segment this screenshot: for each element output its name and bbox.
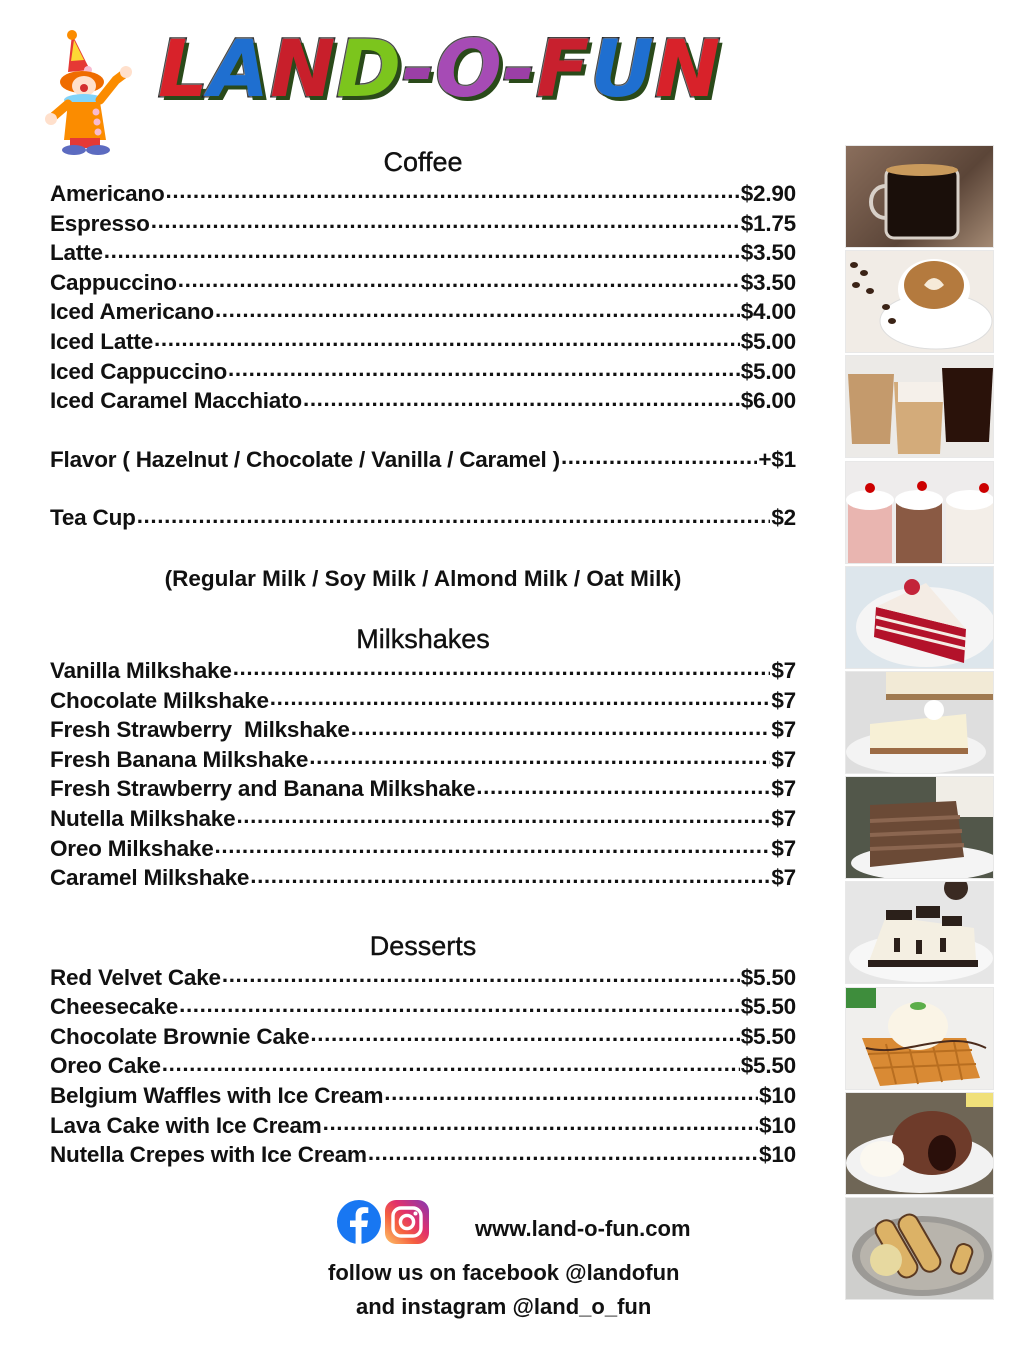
dot-leader: [151, 211, 740, 231]
menu-item: [50, 1140, 796, 1170]
coffee-section: [50, 145, 796, 594]
photo-iced-coffee: [846, 356, 993, 457]
menu-item: [50, 804, 796, 834]
logo-letter: L: [158, 25, 209, 115]
photo-nutella-crepes: [846, 1198, 993, 1299]
item-name: Chocolate Brownie Cake: [50, 1023, 310, 1049]
logo-letter: A: [208, 25, 271, 115]
photo-black-coffee: [846, 146, 993, 247]
item-name: Nutella Crepes with Ice Cream: [50, 1142, 367, 1168]
item-price: $3.50: [740, 269, 796, 295]
logo-letter: O: [435, 25, 503, 115]
menu-item: [50, 834, 796, 864]
item-price: $2.90: [740, 181, 796, 206]
milk-options-note: (Regular Milk / Soy Milk / Almond Milk / Oat Milk): [164, 565, 682, 591]
dot-leader: [137, 505, 771, 525]
section-title-coffee: Coffee: [383, 147, 463, 177]
photo-cheesecake: [846, 672, 993, 773]
menu-item: [50, 1111, 796, 1141]
item-name: Nutella Milkshake: [50, 805, 236, 831]
item-price: $7: [771, 865, 796, 891]
follow-facebook-text: follow us on facebook @landofun: [328, 1260, 680, 1285]
item-price: $6.00: [740, 388, 796, 414]
logo-letter: U: [590, 25, 655, 115]
menu-item: [50, 715, 796, 745]
item-price: $7: [771, 776, 796, 802]
dot-leader: [368, 1142, 758, 1162]
item-name: Iced Caramel Macchiato: [50, 388, 302, 414]
photo-chocolate-cake: [846, 777, 993, 878]
item-price: $2: [771, 505, 796, 531]
menu-item: [50, 1081, 796, 1111]
item-price: $1.75: [740, 210, 796, 236]
logo-letter: N: [270, 25, 337, 115]
menu-item: [50, 327, 796, 357]
dot-leader: [228, 359, 740, 379]
desserts-section: [50, 929, 796, 1170]
item-name: Tea Cup: [50, 505, 136, 531]
dot-leader: [178, 270, 740, 290]
follow-instagram-text: and instagram @land_o_fun: [356, 1294, 652, 1319]
item-price: $10: [759, 1142, 796, 1168]
menu-item: [50, 357, 796, 387]
menu-item: [50, 963, 796, 993]
item-name: Oreo Milkshake: [50, 835, 214, 861]
item-price: $10: [759, 1112, 796, 1138]
item-name: Chocolate Milkshake: [50, 687, 269, 713]
dot-leader: [162, 1053, 740, 1073]
item-price: $7: [771, 835, 796, 861]
menu-item: [50, 1051, 796, 1081]
menu-item: [50, 238, 796, 268]
logo-letter: N: [654, 25, 722, 115]
section-title-desserts: Desserts: [369, 930, 477, 961]
menu-item: [50, 268, 796, 298]
item-price: +$1: [758, 446, 796, 472]
item-name: Iced Americano: [50, 299, 214, 325]
photo-belgian-waffle: [846, 988, 993, 1089]
dot-leader: [303, 388, 740, 408]
photo-column: [846, 146, 993, 1303]
item-name: Caramel Milkshake: [50, 865, 250, 891]
dot-leader: [351, 717, 771, 737]
dot-leader: [270, 688, 771, 708]
menu-item: [50, 686, 796, 716]
dot-leader: [215, 836, 771, 856]
item-name: Lava Cake with Ice Cream: [50, 1112, 322, 1138]
dot-leader: [310, 1024, 739, 1044]
facebook-icon[interactable]: [337, 1200, 381, 1244]
logo-letter: D: [336, 25, 403, 115]
dot-leader: [309, 747, 770, 767]
item-price: $5.00: [740, 328, 796, 354]
item-price: $5.50: [740, 964, 796, 990]
menu: [50, 145, 796, 1170]
menu-item: [50, 1022, 796, 1052]
photo-red-velvet-cake: [846, 567, 993, 668]
dot-leader: [561, 447, 757, 467]
flavor-addon: [50, 445, 796, 475]
item-name: Fresh Strawberry and Banana Milkshake: [50, 776, 476, 802]
website-link[interactable]: www.land-o-fun.com: [475, 1216, 691, 1241]
item-price: $5.50: [740, 1023, 796, 1049]
item-name: Fresh Strawberry Milkshake: [50, 717, 350, 743]
logo-letter: -: [502, 25, 537, 115]
dot-leader: [476, 776, 770, 796]
item-name: Cheesecake: [50, 994, 179, 1020]
menu-item: [50, 774, 796, 804]
photo-oreo-cake: [846, 882, 993, 983]
clown-mascot-icon: [44, 30, 140, 156]
logo-text: [158, 24, 864, 116]
item-price: $5.00: [740, 358, 796, 384]
dot-leader: [250, 865, 770, 885]
dot-leader: [222, 965, 740, 985]
item-name: Oreo Cake: [50, 1053, 161, 1079]
item-price: $7: [771, 717, 796, 743]
menu-item: [50, 297, 796, 327]
dot-leader: [179, 994, 740, 1014]
item-price: $7: [771, 746, 796, 772]
item-name: Fresh Banana Milkshake: [50, 746, 309, 772]
milkshakes-section: [50, 622, 796, 893]
logo-letter: -: [402, 25, 436, 115]
menu-item: [50, 209, 796, 239]
photo-milkshakes: [846, 462, 993, 563]
item-name: Cappuccino: [50, 269, 177, 295]
social-icons: [337, 1200, 429, 1244]
dot-leader: [104, 240, 740, 260]
dot-leader: [384, 1083, 758, 1103]
menu-item: [50, 863, 796, 893]
item-price: $4.00: [740, 299, 796, 325]
brand-logo: [158, 24, 864, 116]
dot-leader: [236, 806, 770, 826]
item-price: $3.50: [740, 240, 796, 266]
item-price: $5.50: [740, 1053, 796, 1079]
menu-item: [50, 179, 796, 209]
dot-leader: [323, 1113, 758, 1133]
dot-leader: [166, 181, 740, 201]
photo-lava-cake: [846, 1093, 993, 1194]
item-name: Belgium Waffles with Ice Cream: [50, 1083, 384, 1109]
dot-leader: [233, 658, 771, 678]
item-name: Flavor ( Hazelnut / Chocolate / Vanilla / Caramel ): [50, 446, 560, 472]
item-price: $7: [771, 805, 796, 831]
menu-item: [50, 386, 796, 416]
item-price: $5.50: [740, 994, 796, 1020]
dot-leader: [215, 299, 740, 319]
menu-item: [50, 656, 796, 686]
item-name: Vanilla Milkshake: [50, 657, 232, 683]
tea-cup-item: [50, 503, 796, 533]
item-price: $7: [771, 657, 796, 683]
item-name: Iced Cappuccino: [50, 358, 228, 384]
item-name: Latte: [50, 240, 103, 266]
item-name: Americano: [50, 181, 165, 206]
item-name: Espresso: [50, 210, 150, 236]
photo-latte-art: [846, 251, 993, 352]
section-title-milkshakes: Milkshakes: [356, 623, 490, 654]
instagram-icon[interactable]: [385, 1200, 429, 1244]
item-price: $10: [759, 1083, 796, 1109]
item-name: Red Velvet Cake: [50, 964, 221, 990]
menu-item: [50, 745, 796, 775]
item-name: Iced Latte: [50, 328, 154, 354]
dot-leader: [154, 329, 740, 349]
item-price: $7: [771, 687, 796, 713]
logo-letter: F: [536, 25, 591, 115]
menu-item: [50, 992, 796, 1022]
